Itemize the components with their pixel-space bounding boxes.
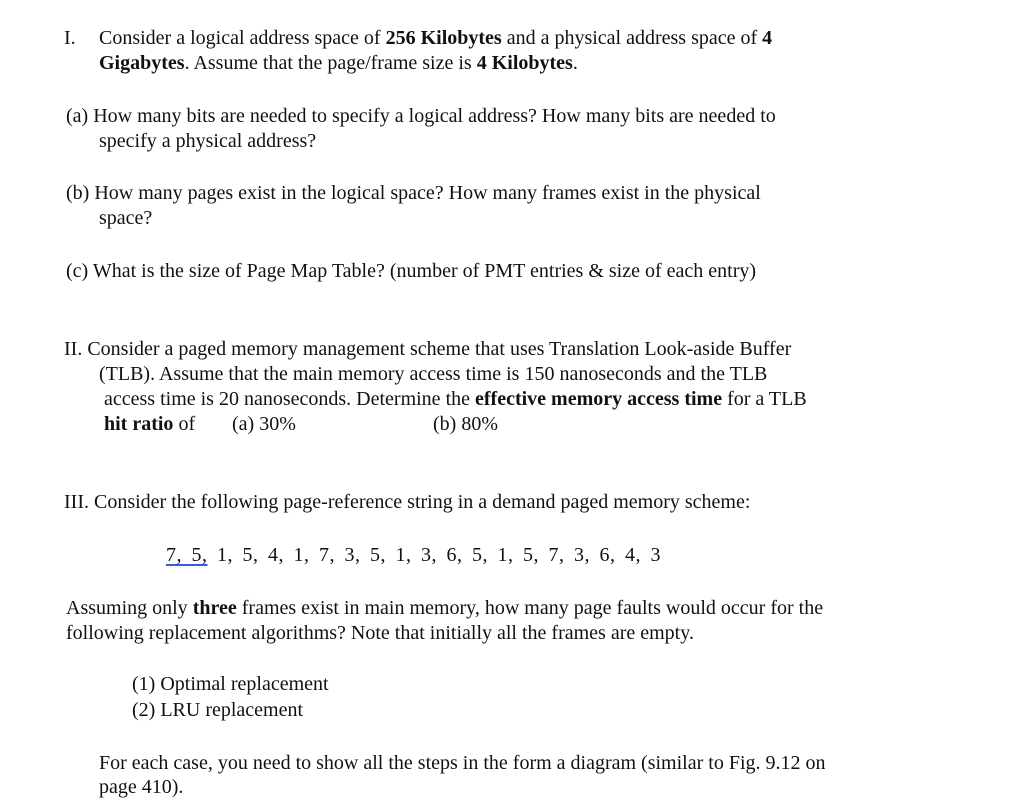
question-2-option-a: (a) 30% <box>232 413 296 435</box>
question-1-line-2: Gigabytes. Assume that the page/frame size is 4 Kilobytes. <box>99 52 578 74</box>
final-note-line-2: page 410). <box>99 776 184 798</box>
question-1a-line-1: (a) How many bits are needed to specify a logical address? How many bits are needed to <box>66 105 776 127</box>
question-3-paragraph-line-1: Assuming only three frames exist in main memory, how many page faults would occur for the <box>66 597 824 619</box>
algorithm-1: (1) Optimal replacement <box>132 673 329 695</box>
question-1-number: I. <box>64 27 76 49</box>
question-1a-line-2: specify a physical address? <box>99 130 317 152</box>
question-1b-line-2: space? <box>99 207 153 229</box>
question-2-line-1: II. Consider a paged memory management scheme that uses Translation Look-aside Buffer <box>64 338 792 360</box>
question-1-line-1: Consider a logical address space of 256 Kilobytes and a physical address space of 4 <box>99 27 773 49</box>
question-1c-line-1: (c) What is the size of Page Map Table? (number of PMT entries & size of each entry) <box>66 260 757 282</box>
question-2-line-3: access time is 20 nanoseconds. Determine the effective memory access time for a TLB <box>104 388 807 410</box>
question-1b-line-1: (b) How many pages exist in the logical space? How many frames exist in the physical <box>66 182 761 204</box>
question-2-option-b: (b) 80% <box>433 413 498 435</box>
question-2-line-2: (TLB). Assume that the main memory access time is 150 nanoseconds and the TLB <box>99 363 768 385</box>
question-2-line-4: hit ratio of <box>104 413 196 435</box>
page-reference-string: 7, 5, 1, 5, 4, 1, 7, 3, 5, 1, 3, 6, 5, 1, 5, 7, 3, 6, 4, 3 <box>166 544 661 566</box>
final-note-line-1: For each case, you need to show all the steps in the form a diagram (similar to Fig. 9.12 on <box>99 752 826 774</box>
algorithm-2: (2) LRU replacement <box>132 699 304 721</box>
underlined-references: 7, 5, <box>166 544 208 566</box>
question-3-line-1: III. Consider the following page-reference string in a demand paged memory scheme: <box>64 491 751 513</box>
question-3-paragraph-line-2: following replacement algorithms? Note that initially all the frames are empty. <box>66 622 694 644</box>
